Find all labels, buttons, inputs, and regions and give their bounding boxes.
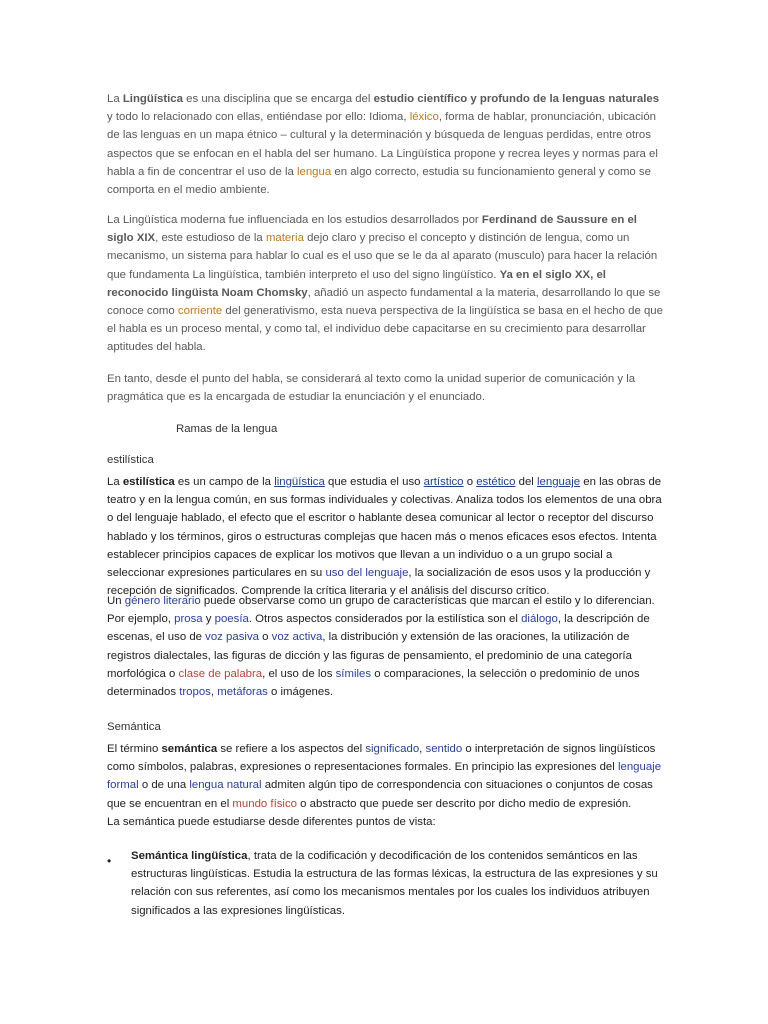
link-mundo-fisico[interactable]: mundo físico [232, 797, 297, 810]
text: puede observarse como un grupo de características que marcan el estilo y lo diferencian. Por ejemplo, [107, 595, 655, 626]
link-estetico[interactable]: estético [476, 476, 516, 488]
heading-semantica: Semántica [107, 721, 161, 733]
bold-term: Lingüística [122, 93, 183, 105]
text: Un [107, 595, 125, 607]
link-uso-del-lenguaje[interactable]: uso del lenguaje [325, 567, 409, 580]
text: en las obras de teatro y en la lengua común, en sus formas individuales y colectivas. Analiza todos los elementos de una obra o del lenguaje hablado, el efecto que el escritor o hablante desea comunicar al lector o receptor del discurso hablado y los términos, giros o estructuras complejas que hacen más o menos eficaces esos efectos. Intenta establecer principios capaces de explicar los motivos que llevan a un individuo o a un grupo social a seleccionar expresiones particulares en su [107, 476, 662, 580]
text: que estudia el uso [324, 476, 424, 488]
link-lenguaje-formal[interactable]: lenguaje formal [107, 761, 662, 792]
bold-term: estudio científico y profundo de la lenguas naturales [373, 93, 660, 105]
link-voz-pasiva[interactable]: voz pasiva [205, 631, 259, 644]
link-lenguaje[interactable]: lenguaje [537, 476, 581, 488]
text: admiten algún tipo de correspondencia con situaciones o conjuntos de cosas que se encuentran en el [107, 779, 653, 810]
paragraph-genero-literario [107, 592, 663, 701]
text: del generativismo, esta nueva perspectiva de la lingüística se basa en el hecho de que el habla es un proceso mental, y como tal, el individuo debe capacitarse en su crecimiento para desarrollar aptitudes del habla. [107, 305, 663, 354]
text: y todo lo relacionado con ellas, entiéndase por ello: Idioma, [107, 111, 410, 124]
link-lengua-natural[interactable]: lengua natural [189, 779, 262, 792]
text: El término [107, 743, 162, 755]
link-linguistica[interactable]: lingüística [274, 476, 325, 488]
text: . Otros aspectos considerados por la estilística son el [248, 613, 522, 626]
link-significado[interactable]: significado [365, 743, 420, 755]
text: La Lingüística moderna fue influenciada en los estudios desarrollados por [107, 214, 482, 226]
link-tropos[interactable]: tropos [179, 686, 211, 699]
text: , añadió un aspecto fundamental a la materia, desarrollando lo que se conoce como [107, 286, 661, 318]
text: , la socialización de esos usos y la producción y recepción de significados. Comprende la crítica literaria y el análisis del discurso crítico. [107, 567, 651, 598]
text: se refiere a los aspectos del [217, 743, 366, 755]
paragraph-semantica [107, 740, 663, 813]
text: , la distribución y extensión de las oraciones, la utilización de registros dialectales, las figuras de dicción y las figuras de pensamiento, el predominio de una categoría morfológica o [107, 631, 632, 680]
bold-term: Ferdinand de Saussure en el siglo XIX [107, 214, 637, 245]
link-corriente[interactable]: corriente [177, 305, 223, 318]
link-prosa[interactable]: prosa [174, 613, 203, 626]
text: o [258, 631, 272, 644]
link-metaforas[interactable]: metáforas [217, 686, 268, 699]
paragraph-habla: En tanto, desde el punto del habla, se considerará al texto como la unidad superior de comunicación y la pragmática que es la encargada de estudiar la enunciación y el enunciado. [107, 373, 636, 404]
text: dejo claro y preciso el concepto y distinción de lengua, como un mecanismo, un sistema para hablar lo cual es el uso que se le da al aparato (musculo) para hacer la relación que fundamenta La lingüística, también interpreto el uso del signo lingüístico. [107, 232, 658, 281]
text: , forma de hablar, pronunciación, ubicación de las lenguas en un mapa étnico – cultural y la determinación y búsqueda de lenguas perdidas, entre otros aspectos que se enfocan en el habla del ser humano. La Lingüística propone y recrea leyes y normas para el habla a fin de concentrar el uso de la [107, 111, 658, 178]
text: , el uso de los [262, 667, 336, 680]
text: es un campo de la [174, 476, 275, 488]
bold-term: estilística [122, 476, 175, 488]
text: , [419, 743, 426, 755]
text: La [107, 476, 123, 488]
text: del [515, 476, 537, 488]
link-artistico[interactable]: artístico [423, 476, 464, 488]
link-voz-activa[interactable]: voz activa [271, 631, 323, 644]
link-lengua[interactable]: lengua [296, 165, 332, 178]
link-dialogo[interactable]: diálogo [521, 613, 558, 626]
link-lexico[interactable]: léxico [409, 111, 439, 124]
paragraph-linguistica-intro [107, 90, 663, 199]
text: o abstracto que puede ser descrito por dicho medio de expresión. [297, 797, 632, 810]
bold-term: semántica [161, 743, 218, 755]
link-materia[interactable]: materia [265, 232, 304, 245]
link-clase-de-palabra[interactable]: clase de palabra [178, 667, 263, 680]
paragraph-estilistica [107, 473, 663, 600]
link-genero-literario[interactable]: género literario [124, 595, 201, 607]
link-sentido[interactable]: sentido [425, 743, 463, 755]
text: y [202, 613, 215, 626]
heading-ramas: Ramas de la lengua [176, 423, 278, 435]
text: , [210, 686, 218, 699]
text: o interpretación de signos lingüísticos como símbolos, palabras, expresiones o representaciones formales. En principio las expresiones del [107, 743, 656, 774]
link-similes[interactable]: símiles [335, 667, 372, 680]
text: o imágenes. [267, 686, 334, 699]
text: es una disciplina que se encarga del [182, 93, 374, 105]
text: La [107, 93, 123, 105]
text: o de una [138, 779, 190, 792]
text: o comparaciones, la selección o predominio de unos determinados [107, 667, 640, 699]
heading-estilistica: estilística [107, 454, 154, 466]
link-poesia[interactable]: poesía [214, 613, 249, 626]
list-item-semantica-linguistica [131, 847, 663, 920]
bold-term: Ya en el siglo XX, el reconocido lingüista Noam Chomsky [107, 268, 606, 299]
text: en algo correcto, estudia su funcionamiento general y como se comporta en el medio ambiente. [107, 165, 651, 197]
text: , este estudioso de la [155, 232, 266, 245]
paragraph-puntos-de-vista: La semántica puede estudiarse desde diferentes puntos de vista: [107, 816, 436, 828]
paragraph-saussure [107, 211, 663, 357]
bullet-marker: • [107, 854, 112, 868]
text: o [463, 476, 477, 488]
bold-term: Semántica lingüística [131, 850, 248, 862]
text: , trata de la codificación y decodificación de los contenidos semánticos en las estructuras lingüísticas. Estudia la estructura de las formas léxicas, la estructura de las expresiones y su relación con sus referentes, así como los mecanismos mentales por los cuales los individuos atribuyen significados a las expresiones lingüísticas. [131, 850, 658, 917]
text: , la descripción de escenas, el uso de [107, 613, 650, 644]
